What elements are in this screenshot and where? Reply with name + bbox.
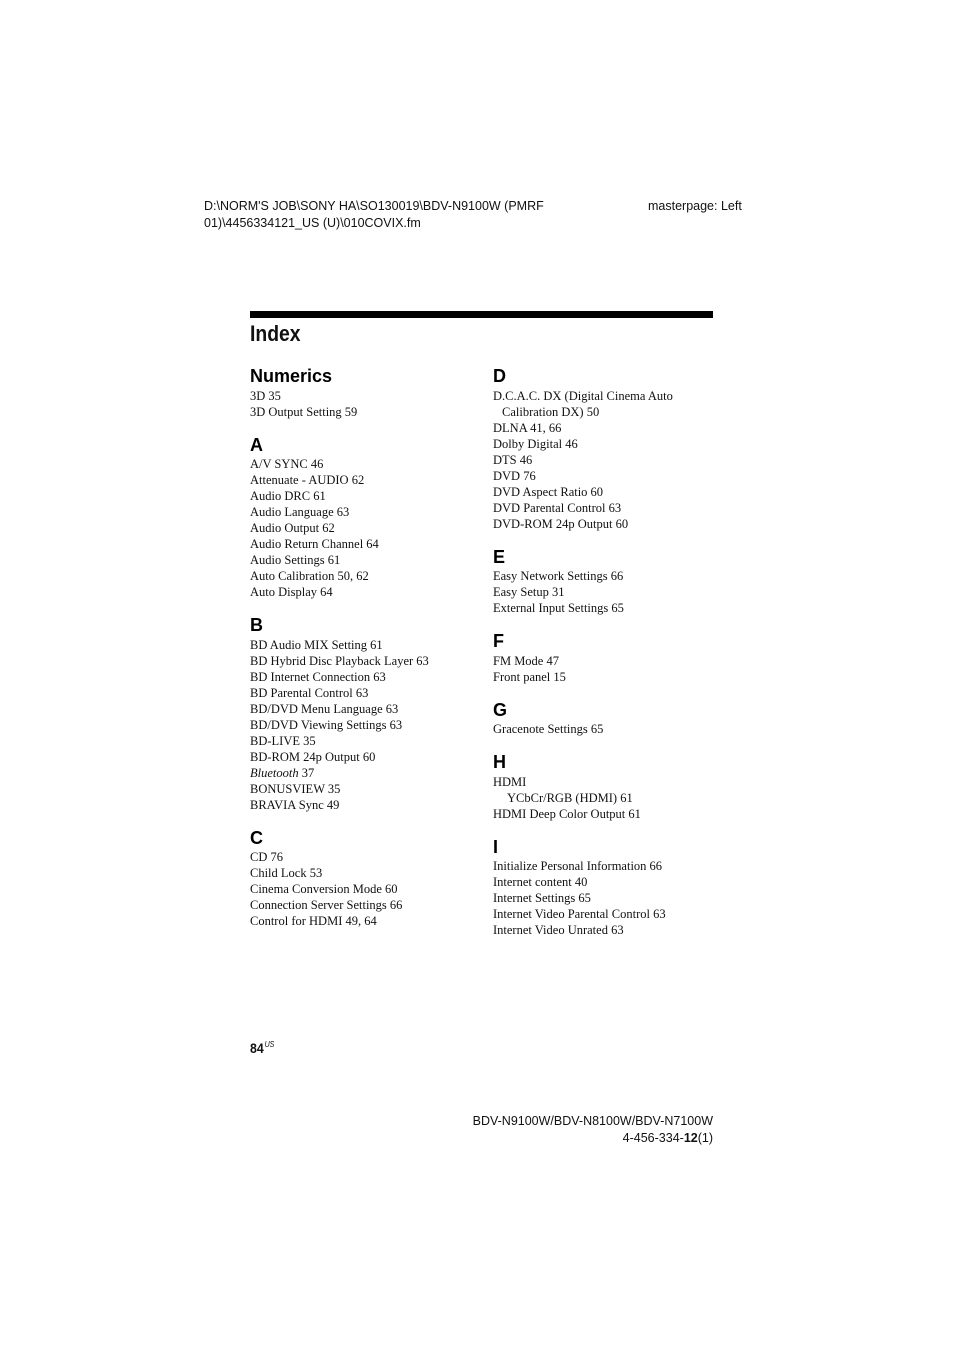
index-entry: Easy Setup 31: [493, 585, 565, 599]
index-entry: Dolby Digital 46: [493, 436, 578, 451]
index-entry: DVD-ROM 24p Output 60: [493, 516, 629, 531]
index-entry: BRAVIA Sync 49: [250, 797, 340, 812]
index-entry: Front panel 15: [493, 669, 566, 684]
index-entry: BD-LIVE 35: [250, 733, 316, 748]
section-heading: Numerics: [250, 366, 333, 386]
title-rule: [250, 311, 713, 318]
index-entry: Internet Settings 65: [493, 891, 591, 905]
index-entry: External Input Settings 65: [493, 601, 624, 615]
index-entry: Audio Settings 61: [250, 553, 341, 567]
index-section: [493, 835, 723, 939]
index-entry: Initialize Personal Information 66: [493, 859, 663, 873]
section-heading: B: [250, 615, 263, 635]
file-path-line-2: 01)\4456334121_US (U)\010COVIX.fm: [204, 216, 421, 230]
section-heading: F: [493, 631, 504, 651]
index-column-left: [250, 364, 480, 942]
index-entry: HDMI Deep Color Output 61: [493, 806, 641, 821]
index-entry-term: Bluetooth: [250, 765, 299, 780]
index-section: [250, 613, 480, 813]
index-entry: 3D Output Setting 59: [250, 404, 358, 419]
page-number-suffix: US: [264, 1040, 275, 1049]
section-heading: C: [250, 827, 263, 848]
index-entry: DVD Parental Control 63: [493, 500, 622, 515]
file-path-line-1: D:\NORM'S JOB\SONY HA\SO130019\BDV-N9100W (PMRF: [204, 199, 544, 213]
index-entry: BD Hybrid Disc Playback Layer 63: [250, 653, 429, 668]
index-entry: Auto Display 64: [250, 585, 333, 599]
footer-code-bold: 12: [683, 1131, 698, 1145]
index-section: [493, 629, 723, 685]
footer-code-prefix: 4-456-334-: [622, 1131, 684, 1145]
section-heading: G: [493, 699, 508, 720]
index-section: [493, 750, 723, 822]
section-heading: I: [493, 836, 499, 857]
index-entry: Attenuate - AUDIO 62: [250, 473, 365, 487]
file-path: [204, 198, 584, 232]
index-entry: DTS 46: [493, 452, 533, 467]
page-number: [250, 1040, 274, 1056]
section-heading: D: [493, 366, 506, 386]
footer-code: [473, 1130, 713, 1147]
index-entry-page: 37: [301, 765, 315, 780]
index-entry: Audio DRC 61: [250, 489, 326, 503]
index-entry: DVD Aspect Ratio 60: [493, 484, 604, 499]
index-entry: BD/DVD Menu Language 63: [250, 701, 399, 716]
index-entry: Auto Calibration 50, 62: [250, 569, 369, 583]
index-entry: Easy Network Settings 66: [493, 569, 624, 583]
footer-code-suffix: (1): [697, 1131, 713, 1145]
index-entry: YCbCr/RGB (HDMI) 61: [507, 790, 633, 805]
index-entry: Internet Video Unrated 63: [493, 923, 624, 937]
index-entry: BD Parental Control 63: [250, 685, 369, 700]
index-entry: [250, 765, 480, 781]
index-section: [493, 545, 723, 617]
index-column-right: [493, 364, 723, 951]
index-entry: HDMI: [493, 774, 527, 789]
index-entry: A/V SYNC 46: [250, 457, 324, 471]
page-number-value: 84: [250, 1040, 264, 1056]
index-entry: BD Audio MIX Setting 61: [250, 637, 383, 652]
index-entry: 3D 35: [250, 388, 281, 403]
index-entry: DLNA 41, 66: [493, 420, 562, 435]
index-section: [493, 698, 723, 738]
index-entry: Control for HDMI 49, 64: [250, 914, 377, 928]
section-heading: H: [493, 752, 506, 772]
index-entry: Cinema Conversion Mode 60: [250, 882, 398, 896]
index-entry: D.C.A.C. DX (Digital Cinema Auto Calibration DX) 50: [493, 388, 673, 419]
index-entry: DVD 76: [493, 468, 536, 483]
index-entry: BONUSVIEW 35: [250, 781, 341, 796]
index-section: [250, 826, 480, 930]
index-entry: BD Internet Connection 63: [250, 669, 386, 684]
index-entry: BD-ROM 24p Output 60: [250, 749, 376, 764]
index-entry: Internet content 40: [493, 875, 588, 889]
page-title: Index: [250, 321, 301, 346]
section-heading: E: [493, 546, 506, 567]
index-entry: BD/DVD Viewing Settings 63: [250, 717, 403, 732]
index-entry: Gracenote Settings 65: [493, 722, 604, 736]
index-entry: FM Mode 47: [493, 653, 559, 668]
index-entry: Audio Output 62: [250, 521, 335, 535]
index-section: [493, 364, 723, 532]
masterpage-label: masterpage: Left: [648, 199, 742, 213]
footer: [473, 1113, 713, 1147]
section-heading: A: [250, 434, 263, 455]
index-entry: Audio Return Channel 64: [250, 537, 379, 551]
index-section: [250, 433, 480, 601]
index-entry: CD 76: [250, 850, 283, 864]
index-section: [250, 364, 480, 420]
footer-models: BDV-N9100W/BDV-N8100W/BDV-N7100W: [472, 1114, 713, 1128]
index-entry: Audio Language 63: [250, 505, 350, 519]
index-entry: Connection Server Settings 66: [250, 898, 403, 912]
index-entry: Internet Video Parental Control 63: [493, 907, 666, 921]
index-entry: Child Lock 53: [250, 866, 323, 880]
